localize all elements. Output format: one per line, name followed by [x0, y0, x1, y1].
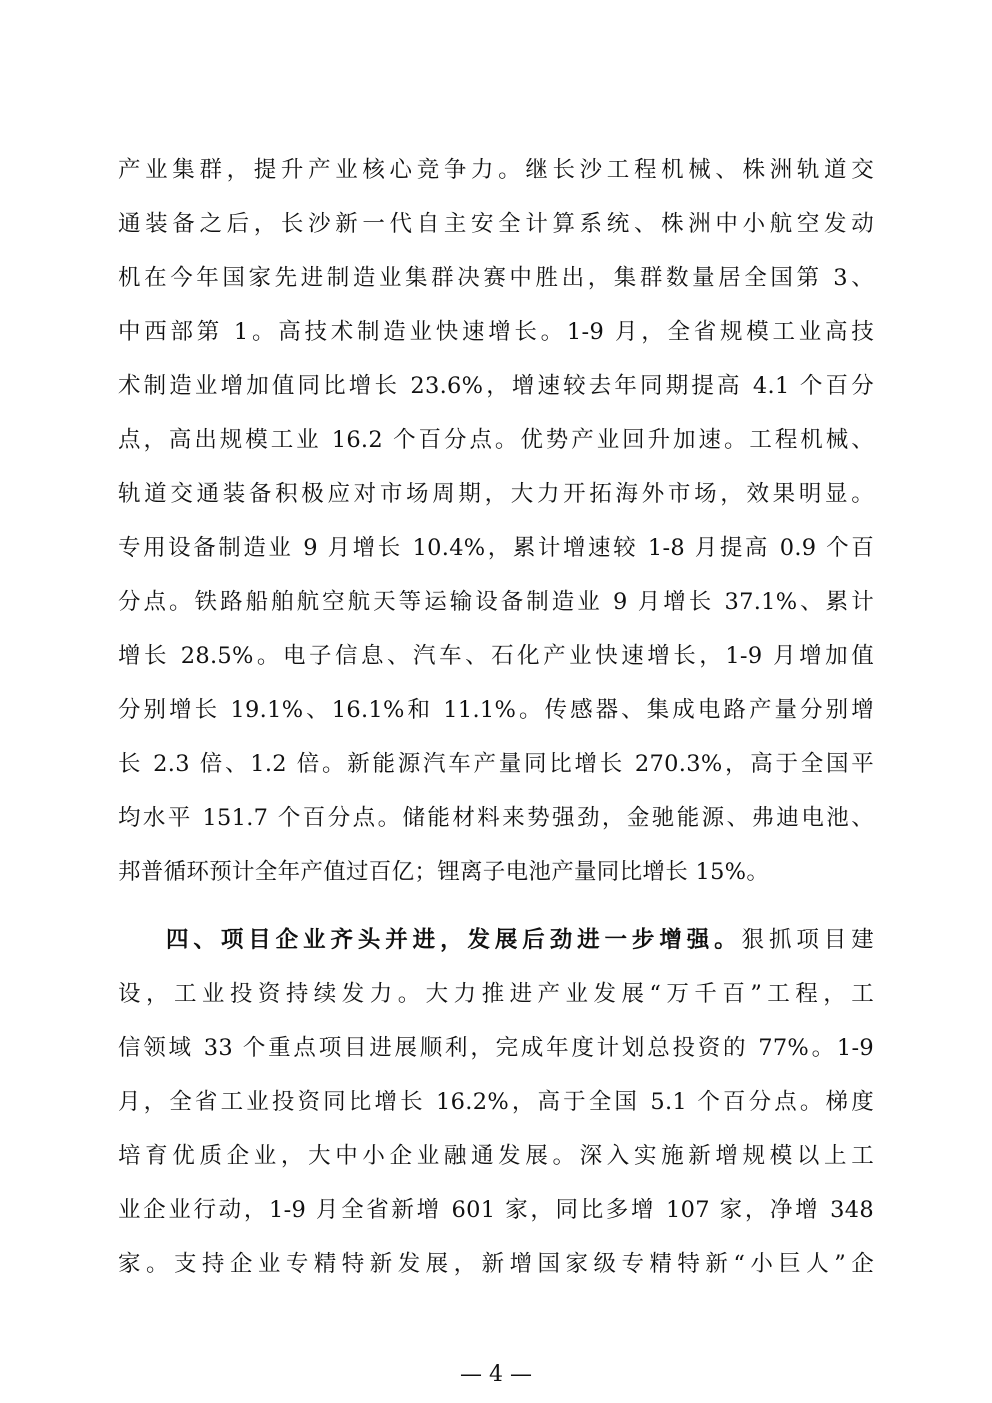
text-line: 分别增长 19.1%、16.1%和 11.1%。传感器、集成电路产量分别增	[118, 697, 874, 723]
text-line: 月，全省工业投资同比增长 16.2%，高于全国 5.1 个百分点。梯度	[118, 1089, 874, 1115]
page-number: — 4 —	[460, 1362, 532, 1387]
text-line: 培育优质企业，大中小企业融通发展。深入实施新增规模以上工	[118, 1143, 874, 1169]
paragraph-gap	[118, 899, 874, 913]
text-line: 通装备之后，长沙新一代自主安全计算系统、株洲中小航空发动	[118, 211, 874, 237]
text-line: 增长 28.5%。电子信息、汽车、石化产业快速增长，1-9 月增加值	[118, 643, 874, 669]
text-line: 家。支持企业专精特新发展，新增国家级专精特新“小巨人”企	[118, 1251, 874, 1277]
text-line: 机在今年国家先进制造业集群决赛中胜出，集群数量居全国第 3、	[118, 265, 874, 291]
text-line: 设，工业投资持续发力。大力推进产业发展“万千百”工程，工	[118, 981, 874, 1007]
text-line: 长 2.3 倍、1.2 倍。新能源汽车产量同比增长 270.3%，高于全国平	[118, 751, 874, 777]
text-line: 均水平 151.7 个百分点。储能材料来势强劲，金驰能源、弗迪电池、	[118, 805, 874, 831]
text-line: 轨道交通装备积极应对市场周期，大力开拓海外市场，效果明显。	[118, 481, 874, 507]
paragraph-first-line	[118, 913, 874, 967]
text-line: 术制造业增加值同比增长 23.6%，增速较去年同期提高 4.1 个百分	[118, 373, 874, 399]
text-line: 邦普循环预计全年产值过百亿；锂离子电池产量同比增长 15%。	[118, 859, 770, 885]
paragraph-2	[118, 913, 874, 1291]
text-line: 产业集群，提升产业核心竞争力。继长沙工程机械、株洲轨道交	[118, 157, 874, 183]
text-segment: 狠抓项目建	[741, 927, 874, 953]
text-line: 业企业行动，1-9 月全省新增 601 家，同比多增 107 家，净增 348	[118, 1197, 874, 1223]
text-line: 点，高出规模工业 16.2 个百分点。优势产业回升加速。工程机械、	[118, 427, 874, 453]
section-heading: 四、项目企业齐头并进，发展后劲进一步增强。	[166, 927, 742, 953]
body-text	[118, 143, 874, 1291]
text-line: 分点。铁路船舶航空航天等运输设备制造业 9 月增长 37.1%、累计	[118, 589, 874, 615]
text-line: 中西部第 1。高技术制造业快速增长。1-9 月，全省规模工业高技	[118, 319, 874, 345]
text-line: 信领域 33 个重点项目进展顺利，完成年度计划总投资的 77%。1-9	[118, 1035, 874, 1061]
paragraph-1	[118, 143, 874, 899]
text-line: 专用设备制造业 9 月增长 10.4%，累计增速较 1-8 月提高 0.9 个百	[118, 535, 874, 561]
